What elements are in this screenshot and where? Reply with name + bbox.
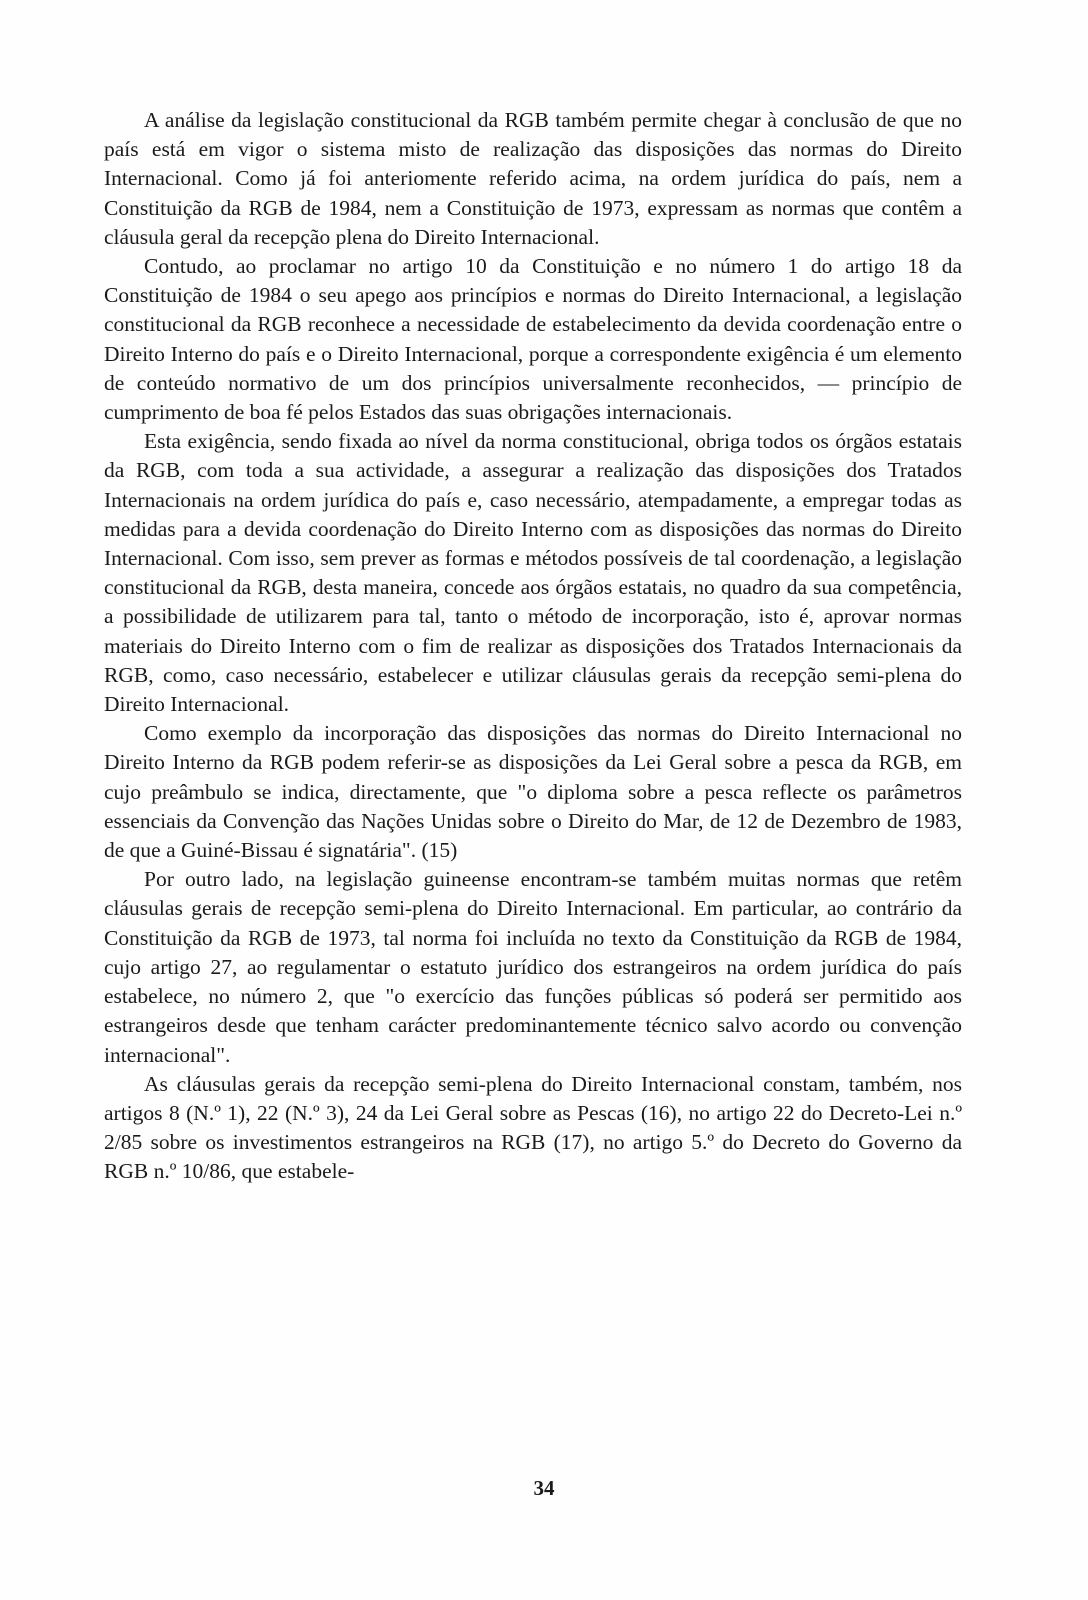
paragraph-2: Contudo, ao proclamar no artigo 10 da Constituição e no número 1 do artigo 18 da Constituição de 1984 o seu apego aos princípios e normas do Direito Internacional, a legislação constitucional da RGB reconhece a necessidade de estabelecimento da devida coordenação entre o Direito Interno do país e o Direito Internacional, porque a correspondente exigência é um elemento de conteúdo normativo de um dos princípios universalmente reconhecidos, — princípio de cumprimento de boa fé pelos Estados das suas obrigações internacionais. xyxy=(104,254,962,425)
page-number: 34 xyxy=(533,1476,555,1500)
paragraph-6: As cláusulas gerais da recepção semi-plena do Direito Internacional constam, também, nos artigos 8 (N.º 1), 22 (N.º 3), 24 da Lei Geral sobre as Pescas (16), no artigo 22 do Decreto-Lei n.º 2/85 sobre os investimentos estrangeiros na RGB (17), no artigo 5.º do Decreto do Governo da RGB n.º 10/86, que estabele- xyxy=(104,1071,962,1184)
paragraph-3: Esta exigência, sendo fixada ao nível da norma constitucional, obriga todos os órgãos estatais da RGB, com toda a sua actividade, a assegurar a realização das disposições dos Tratados Internacionais na ordem jurídica do país e, caso necessário, atempadamente, a empregar todas as medidas para a devida coordenação do Direito Interno com as disposições das normas do Direito Internacional. Com isso, sem prever as formas e métodos possíveis de tal coordenação, a legislação constitucional da RGB, desta maneira, concede aos órgãos estatais, no quadro da sua competência, a possibilidade de utilizarem para tal, tanto o método de incorporação, isto é, aprovar normas materiais do Direito Interno com o fim de realizar as disposições dos Tratados Internacionais da RGB, como, caso necessário, estabelecer e utilizar cláusulas gerais da recepção semi-plena do Direito Internacional. xyxy=(104,429,962,717)
body-text xyxy=(104,106,962,1187)
paragraph-1: A análise da legislação constitucional da RGB também permite chegar à conclusão de que no país está em vigor o sistema misto de realização das disposições das normas do Direito Internacional. Como já foi anteriomente referido acima, na ordem jurídica do país, nem a Constituição da RGB de 1984, nem a Constituição de 1973, expressam as normas que contêm a cláusula geral da recepção plena do Direito Internacional. xyxy=(104,108,962,249)
paragraph-4: Como exemplo da incorporação das disposições das normas do Direito Internacional no Direito Interno da RGB podem referir-se as disposições da Lei Geral sobre a pesca da RGB, em cujo preâmbulo se indica, directamente, que "o diploma sobre a pesca reflecte os parâmetros essenciais da Convenção das Nações Unidas sobre o Direito do Mar, de 12 de Dezembro de 1983, de que a Guiné-Bissau é signatária". (15) xyxy=(104,721,962,863)
paragraph-5: Por outro lado, na legislação guineense encontram-se também muitas normas que retêm cláusulas gerais de recepção semi-plena do Direito Internacional. Em particular, ao contrário da Constituição da RGB de 1973, tal norma foi incluída no texto da Constituição da RGB de 1984, cujo artigo 27, ao regulamentar o estatuto jurídico dos estrangeiros na ordem jurídica do país estabelece, no número 2, que "o exercício das funções públicas só poderá ser permitido aos estrangeiros desde que tenham carácter predominantemente técnico salvo acordo ou convenção internacional". xyxy=(104,867,962,1067)
